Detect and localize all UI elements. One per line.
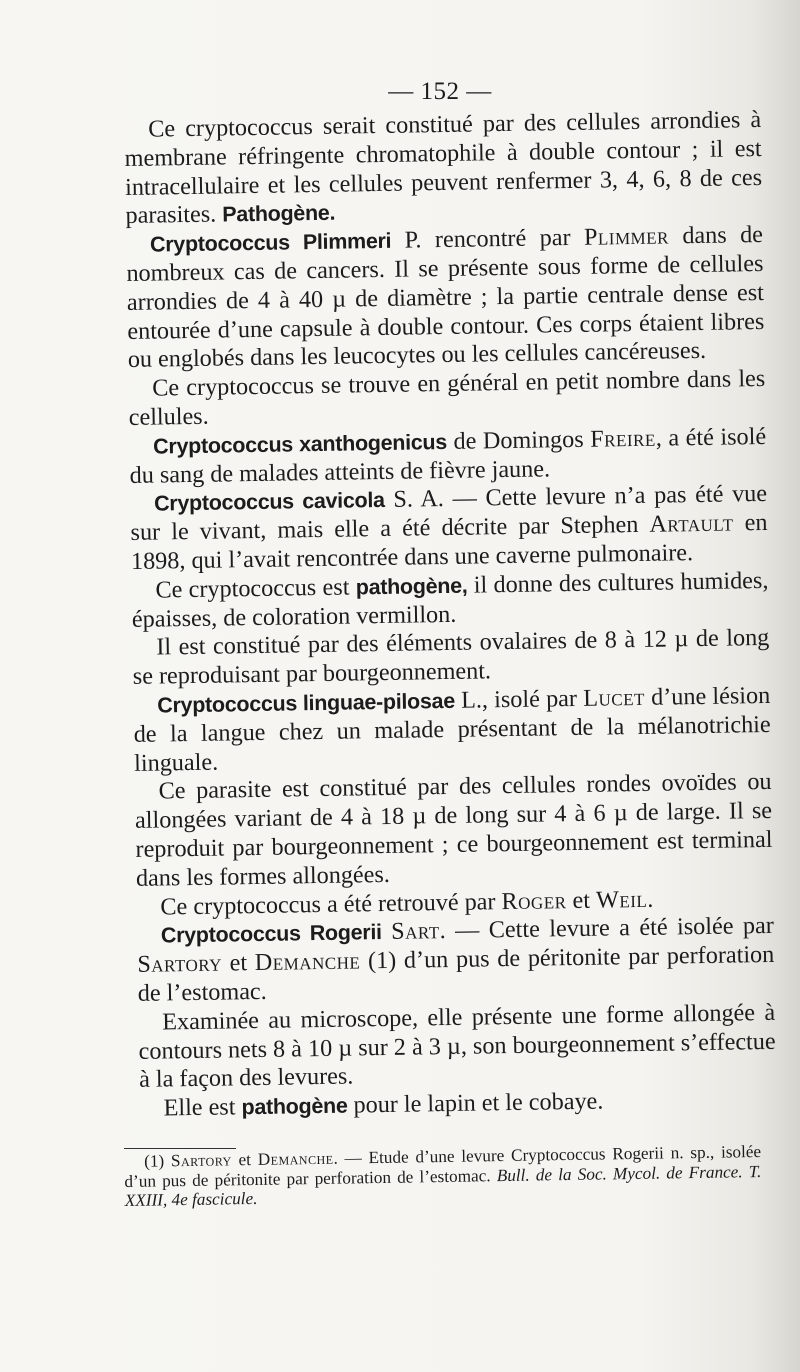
pathogene-label: pathogène bbox=[241, 1093, 348, 1120]
paragraph-cavicola: Cryptococcus cavicola S. A. — Cette levure n’a pas été vue sur le vivant, mais elle a été décrite par Stephen Artault en 1898, qui l’avait rencontrée dans une caverne pulmonaire. bbox=[130, 480, 768, 575]
author-name: Lucet bbox=[583, 683, 646, 712]
paragraph-linguae-pilosae: Cryptococcus linguae-pilosae L., isolé par Lucet d’une lésion de la langue chez un malade présentant de la mélanotrichie linguale. bbox=[133, 681, 771, 777]
paragraph-linguae-pilosae-cells: Ce parasite est constitué par des cellules rondes ovoïdes ou allongées variant de 4 à 18 µ de long sur 4 à 6 µ de large. Il se reproduit par bourgeonnement ; ce bourgeonnement est terminal dans les formes allongées. bbox=[134, 768, 773, 892]
footnote-divider bbox=[124, 1148, 236, 1149]
species-name: Cryptococcus Rogerii bbox=[160, 920, 382, 948]
paragraph-plimmeri: Cryptococcus Plimmeri P. rencontré par Plimmer dans de nombreux cas de cancers. Il se présente sous forme de cellules arrondies de 4 à 40 µ de diamètre ; la partie centrale dense est entourée d’une capsule à double contour. Ces corps étaient libres ou englobés dans les leucocytes ou les cellules cancéreuses. bbox=[126, 221, 765, 374]
paragraph-rogerii-pathogene: Elle est pathogène pour le lapin et le cobaye. bbox=[163, 1087, 604, 1122]
author-name: Demanche bbox=[254, 947, 361, 977]
paragraph-rogerii-microscope: Examinée au microscope, elle présente une forme allongée à contours nets 8 à 10 µ sur 2 à 3 µ, son bourgeonnement s’effectue à la façon des levures. bbox=[138, 998, 776, 1094]
paragraph-plimmeri-count: Ce cryptococcus se trouve en général en petit nombre dans les cellules. bbox=[128, 365, 766, 431]
author-name: Weil bbox=[595, 885, 648, 914]
author-name: Freire bbox=[590, 424, 656, 453]
paragraph-linguae-pilosae-found: Ce cryptococcus a été retrouvé par Roger et Weil. bbox=[160, 885, 654, 921]
paragraph-cavicola-cultures: Ce cryptococcus est pathogène, il donne des cultures humides, épaisses, de coloration vermillon. bbox=[131, 566, 769, 633]
species-name: Cryptococcus Plimmeri bbox=[149, 229, 392, 257]
species-name: Cryptococcus cavicola bbox=[153, 488, 385, 516]
author-name: Roger bbox=[501, 886, 567, 915]
author-name: Demanche bbox=[257, 1148, 334, 1169]
main-text bbox=[124, 106, 777, 1124]
paragraph-xanthogenicus: Cryptococcus xanthogenicus de Domingos Freire, a été isolé du sang de malades atteints de fièvre jaune. bbox=[129, 422, 767, 489]
author-name: Sartory bbox=[137, 949, 223, 979]
author-name: Sart bbox=[390, 917, 440, 946]
species-name: Cryptococcus xanthogenicus bbox=[153, 429, 448, 459]
author-name: Plimmer bbox=[583, 222, 670, 251]
paragraph-cavicola-elements: Il est constitué par des éléments ovalaires de 8 à 12 µ de long se reproduisant par bourgeonnement. bbox=[132, 624, 770, 691]
journal-reference: Bull. de la Soc. Mycol. de France. T. XXIII, 4e fascicule. bbox=[124, 1161, 762, 1211]
author-name: Artault bbox=[649, 509, 734, 538]
pathogene-label: pathogène, bbox=[355, 573, 468, 600]
page-number: — 152 — bbox=[388, 78, 492, 105]
paragraph-rogerii: Cryptococcus Rogerii Sart. — Cette levure a été isolée par Sartory et Demanche (1) d’un pus de péritonite par perforation de l’estomac. bbox=[137, 912, 775, 1007]
paragraph-intro: Ce cryptococcus serait constitué par des cellules arrondies à membrane réfringente chromatophile à double contour ; il est intracellulaire et les cellules peuvent renfermer 3, 4, 6, 8 de ces parasites. Pathogène. bbox=[124, 105, 763, 230]
species-name: Cryptococcus linguae-pilosae bbox=[157, 688, 456, 718]
pathogene-label: Pathogène. bbox=[222, 201, 336, 227]
author-name: Sartory bbox=[170, 1150, 232, 1171]
footnote: (1) Sartory et Demanche. — Etude d’une levure Cryptococcus Rogerii n. sp., isolée d’un pus de péritonite par perforation de l’estomac. Bull. de la Soc. Mycol. de France. T. XXIII, 4e fascicule. bbox=[124, 1141, 762, 1211]
